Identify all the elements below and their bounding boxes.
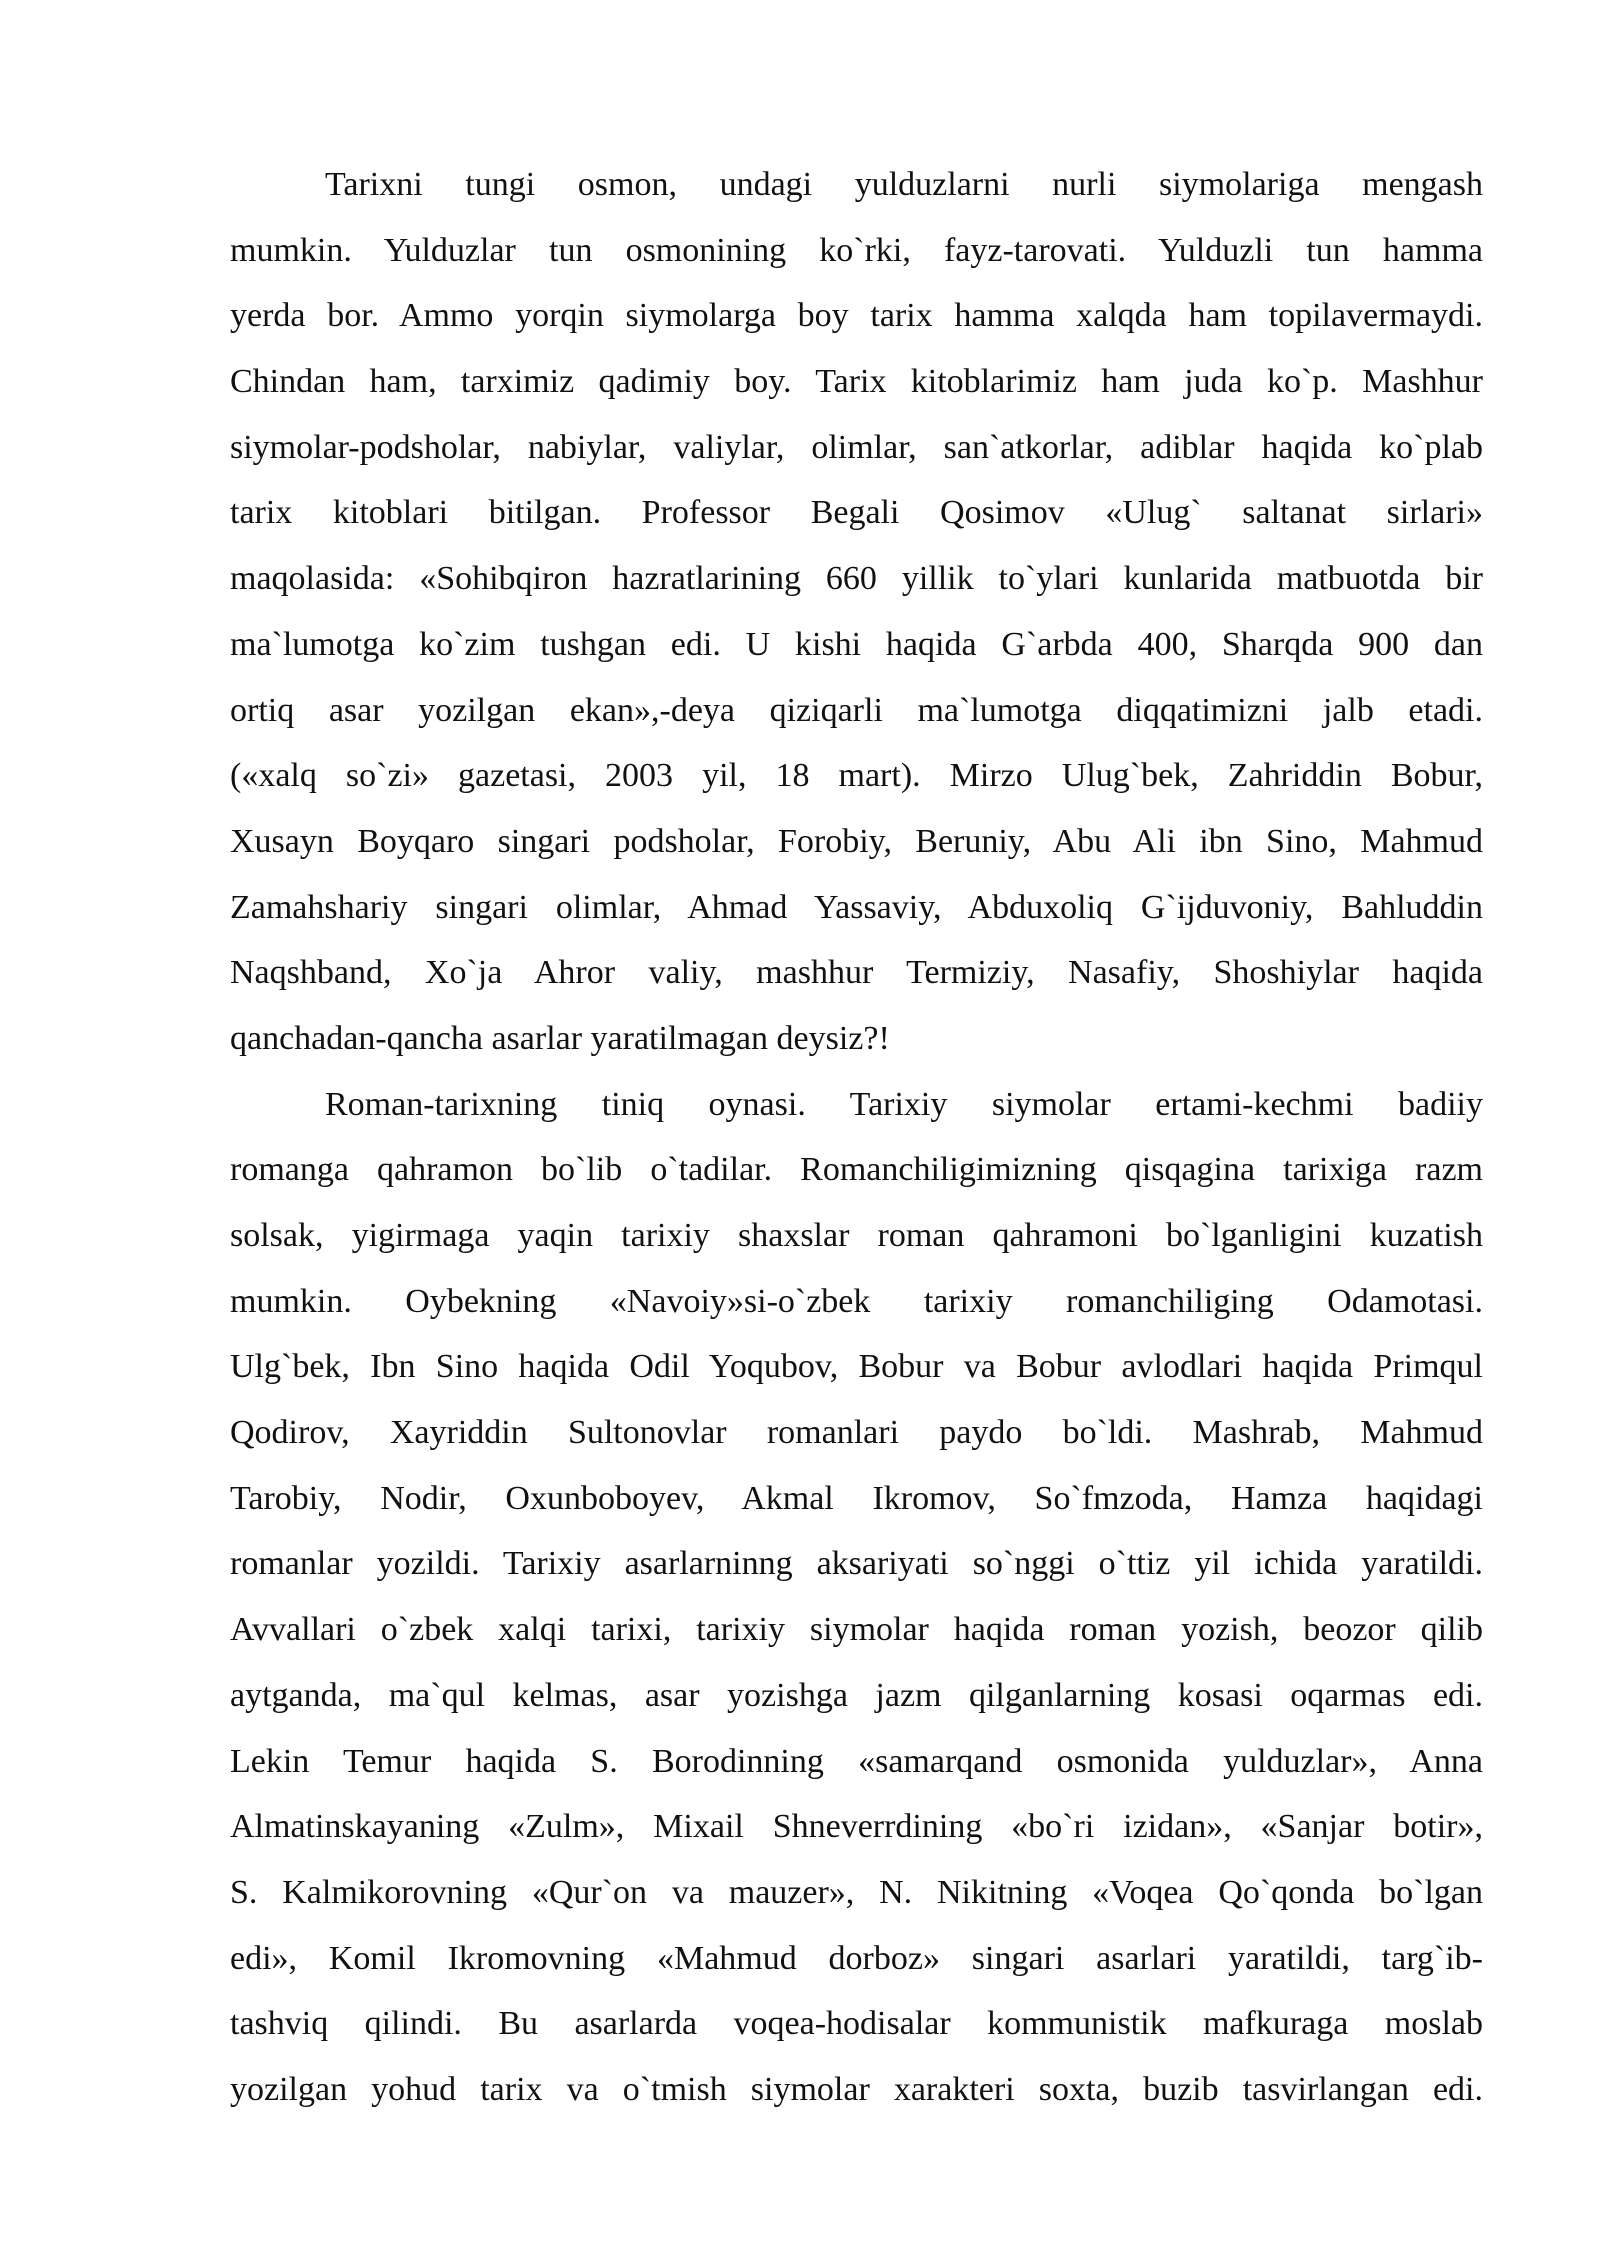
text-line: Qodirov, Xayriddin Sultonovlar romanlari paydo bo`ldi. Mashrab, Mahmud [230, 1414, 1483, 1452]
text-line: Ulg`bek, Ibn Sino haqida Odil Yoqubov, Bobur va Bobur avlodlari haqida Primqul [230, 1348, 1483, 1386]
text-line: Chindan ham, tarximiz qadimiy boy. Tarix kitoblarimiz ham juda ko`p. Mashhur [230, 363, 1483, 401]
paragraph-2 [230, 1072, 1483, 2123]
text-line: ortiq asar yozilgan ekan»,-deya qiziqarli ma`lumotga diqqatimizni jalb etadi. [230, 691, 1483, 729]
text-line: ma`lumotga ko`zim tushgan edi. U kishi haqida G`arbda 400, Sharqda 900 dan [230, 625, 1483, 663]
text-line: tashviq qilindi. Bu asarlarda voqea-hodisalar kommunistik mafkuraga moslab [230, 2005, 1483, 2043]
text-line: solsak, yigirmaga yaqin tarixiy shaxslar roman qahramoni bo`lganligini kuzatish [230, 1217, 1483, 1254]
text-line: yozilgan yohud tarix va o`tmish siymolar xarakteri soxta, buzib tasvirlangan edi. [230, 2070, 1483, 2108]
text-line: Avvallari o`zbek xalqi tarixi, tarixiy siymolar haqida roman yozish, beozor qilib [230, 1611, 1483, 1649]
text-line: edi», Komil Ikromovning «Mahmud dorboz» singari asarlari yaratildi, targ`ib- [230, 1939, 1483, 1977]
text-line: mumkin. Oybekning «Navoiy»si-o`zbek tarixiy romanchiliging Odamotasi. [230, 1282, 1483, 1320]
text-line: romanga qahramon bo`lib o`tadilar. Romanchiligimizning qisqagina tarixiga razm [230, 1151, 1483, 1189]
text-line: tarix kitoblari bitilgan. Professor Begali Qosimov «Ulug` saltanat sirlari» [230, 494, 1483, 532]
text-line: Zamahshariy singari olimlar, Ahmad Yassaviy, Abduxoliq G`ijduvoniy, Bahluddin [230, 888, 1483, 926]
text-line: yerda bor. Ammo yorqin siymolarga boy tarix hamma xalqda ham topilavermaydi. [230, 297, 1483, 335]
text-line: maqolasida: «Sohibqiron hazratlarining 660 yillik to`ylari kunlarida matbuotda bir [230, 560, 1483, 598]
text-line: Lekin Temur haqida S. Borodinning «samarqand osmonida yulduzlar», Anna [230, 1742, 1483, 1780]
text-line: siymolar-podsholar, nabiylar, valiylar, olimlar, san`atkorlar, adiblar haqida ko`plab [230, 428, 1483, 466]
text-line: qanchadan-qancha asarlar yaratilmagan deysiz?! [230, 1019, 890, 1057]
text-line: Xusayn Boyqaro singari podsholar, Forobiy, Beruniy, Abu Ali ibn Sino, Mahmud [230, 822, 1483, 860]
text-line: S. Kalmikorovning «Qur`on va mauzer», N. Nikitning «Voqea Qo`qonda bo`lgan [230, 1873, 1483, 1911]
text-line: Naqshband, Xo`ja Ahror valiy, mashhur Termiziy, Nasafiy, Shoshiylar haqida [230, 954, 1483, 992]
text-line: Tarobiy, Nodir, Oxunboboyev, Akmal Ikromov, So`fmzoda, Hamza haqidagi [230, 1479, 1483, 1517]
text-line: mumkin. Yulduzlar tun osmonining ko`rki, fayz-tarovati. Yulduzli tun hamma [230, 231, 1483, 269]
text-line: aytganda, ma`qul kelmas, asar yozishga jazm qilganlarning kosasi oqarmas edi. [230, 1676, 1483, 1714]
paragraph-1 [230, 152, 1483, 1072]
text-line: Roman-tarixning tiniq oynasi. Tarixiy siymolar ertami-kechmi badiiy [325, 1085, 1483, 1123]
text-line: («xalq so`zi» gazetasi, 2003 yil, 18 mart). Mirzo Ulug`bek, Zahriddin Bobur, [230, 757, 1483, 795]
body-text [230, 152, 1483, 2123]
text-line: romanlar yozildi. Tarixiy asarlarninng aksariyati so`nggi o`ttiz yil ichida yaratildi. [230, 1545, 1483, 1583]
text-line: Almatinskayaning «Zulm», Mixail Shneverrdining «bo`ri izidan», «Sanjar botir», [230, 1808, 1483, 1846]
text-line: Tarixni tungi osmon, undagi yulduzlarni nurli siymolariga mengash [325, 166, 1483, 203]
